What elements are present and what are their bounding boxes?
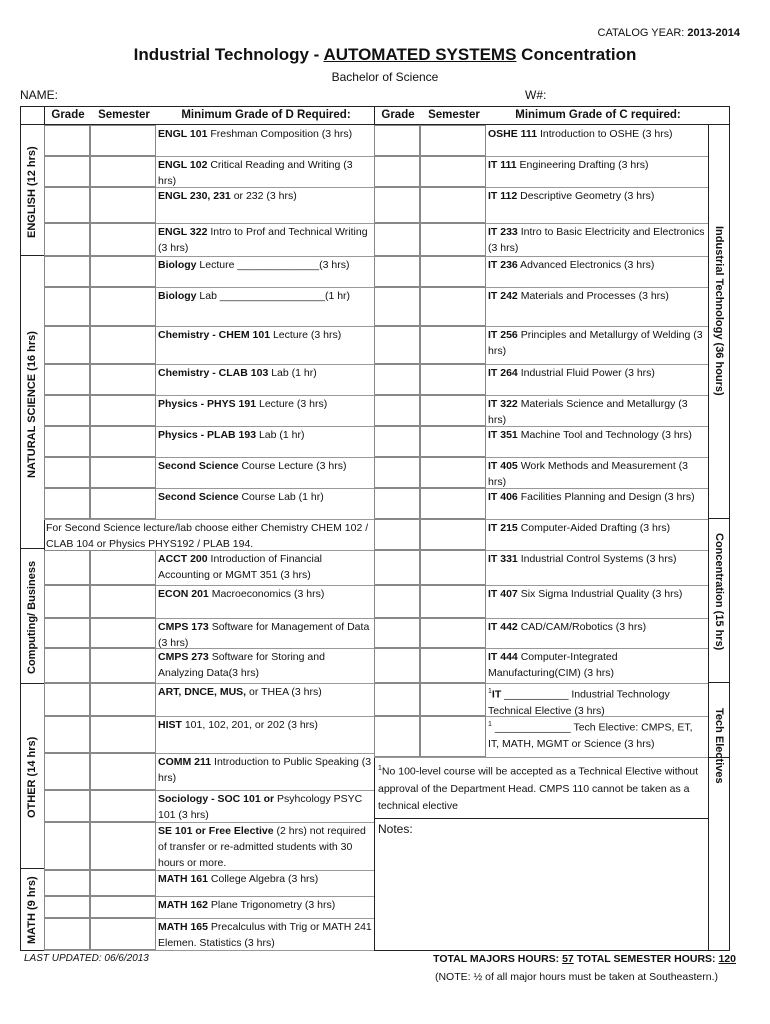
course-title: Macroeconomics (3 hrs) bbox=[208, 588, 325, 600]
right-semester-cell[interactable] bbox=[420, 395, 486, 426]
right-semester-cell[interactable] bbox=[420, 125, 486, 156]
course-title: Lab __________________(1 hr) bbox=[196, 290, 351, 302]
right-grade-cell[interactable] bbox=[374, 287, 420, 326]
right-course-5 bbox=[488, 288, 706, 304]
left-grade-cell[interactable] bbox=[44, 618, 90, 648]
left-grade-cell[interactable] bbox=[44, 585, 90, 618]
left-course-8 bbox=[158, 396, 372, 412]
left-grade-cell[interactable] bbox=[44, 790, 90, 822]
course-code: ENGL 322 bbox=[158, 226, 208, 238]
residency-note: (NOTE: ½ of all major hours must be taken at Southeastern.) bbox=[434, 971, 718, 983]
course-code: IT 351 bbox=[488, 429, 518, 441]
course-code: ACCT 200 bbox=[158, 553, 208, 565]
notes-area[interactable] bbox=[378, 822, 706, 948]
course-title: Software for Storing and Analyzing Data(3 hrs) bbox=[158, 651, 325, 679]
left-course-0 bbox=[158, 126, 372, 142]
course-code: OSHE 111 bbox=[488, 128, 538, 140]
course-code: Second Science bbox=[158, 491, 239, 503]
right-semester-cell[interactable] bbox=[420, 187, 486, 223]
course-code: IT 236 bbox=[488, 259, 518, 271]
course-title: Plane Trigonometry (3 hrs) bbox=[207, 899, 336, 911]
left-semester-cell[interactable] bbox=[90, 683, 156, 716]
course-title: Lecture (3 hrs) bbox=[270, 329, 342, 341]
notes-divider bbox=[374, 818, 708, 819]
course-title: Advanced Electronics (3 hrs) bbox=[517, 259, 655, 271]
left-grade-cell[interactable] bbox=[44, 488, 90, 519]
right-course-4 bbox=[488, 257, 706, 273]
course-code: MATH 162 bbox=[158, 899, 208, 911]
course-title: Lecture ______________(3 hrs) bbox=[196, 259, 350, 271]
right-grade-cell[interactable] bbox=[374, 187, 420, 223]
course-title: Materials and Processes (3 hrs) bbox=[517, 290, 669, 302]
degree: Bachelor of Science bbox=[331, 70, 439, 84]
left-semester-cell[interactable] bbox=[90, 648, 156, 683]
course-code: CMPS 273 bbox=[158, 651, 209, 663]
right-semester-cell[interactable] bbox=[420, 488, 486, 519]
left-grade-cell[interactable] bbox=[44, 550, 90, 585]
right-grade-cell[interactable] bbox=[374, 488, 420, 519]
left-course-11 bbox=[158, 489, 372, 505]
course-code: Physics - PLAB 193 bbox=[158, 429, 257, 441]
course-title: Lecture (3 hrs) bbox=[256, 398, 328, 410]
right-semester-cell[interactable] bbox=[420, 457, 486, 488]
sep-right-1 bbox=[708, 518, 730, 519]
course-code: IT 322 bbox=[488, 398, 518, 410]
left-semester-cell[interactable] bbox=[90, 918, 156, 950]
footnote bbox=[378, 760, 706, 815]
course-code: IT 331 bbox=[488, 553, 518, 565]
course-code: IT 405 bbox=[488, 460, 518, 472]
left-semester-cell[interactable] bbox=[90, 618, 156, 648]
left-grade-cell[interactable] bbox=[44, 287, 90, 326]
course-title: (2 hrs) not required of transfer or re-admitted students with 30 hours or more. bbox=[158, 825, 366, 869]
left-grade-cell[interactable] bbox=[44, 125, 90, 156]
course-code: IT 233 bbox=[488, 226, 518, 238]
left-course-15 bbox=[158, 619, 372, 651]
right-course-18 bbox=[488, 717, 706, 752]
course-title: 101, 102, 201, or 202 (3 hrs) bbox=[181, 719, 318, 731]
right-course-17 bbox=[488, 684, 706, 719]
left-grade-cell[interactable] bbox=[44, 457, 90, 488]
right-grade-cell[interactable] bbox=[374, 223, 420, 256]
left-grade-cell[interactable] bbox=[44, 326, 90, 364]
right-semester-cell[interactable] bbox=[420, 519, 486, 550]
left-course-21 bbox=[158, 823, 372, 871]
left-course-24 bbox=[158, 919, 372, 951]
course-title: Course Lab (1 hr) bbox=[238, 491, 324, 503]
course-code: IT 112 bbox=[488, 190, 518, 202]
left-semester-cell[interactable] bbox=[90, 326, 156, 364]
course-code: ENGL 230, 231 bbox=[158, 190, 231, 202]
left-semester-cell[interactable] bbox=[90, 790, 156, 822]
right-course-16 bbox=[488, 649, 706, 681]
course-code: HIST bbox=[158, 719, 182, 731]
left-course-14 bbox=[158, 586, 372, 602]
course-title: Freshman Composition (3 hrs) bbox=[207, 128, 353, 140]
right-course-13 bbox=[488, 551, 706, 567]
left-semester-cell[interactable] bbox=[90, 716, 156, 753]
right-course-12 bbox=[488, 520, 706, 536]
course-code: MATH 161 bbox=[158, 873, 208, 885]
course-code: SE 101 or Free Elective bbox=[158, 825, 274, 837]
course-title: Machine Tool and Technology (3 hrs) bbox=[517, 429, 692, 441]
notes-label: Notes: bbox=[378, 822, 413, 836]
title-prefix: Industrial Technology - bbox=[133, 45, 324, 64]
footnote-text: No 100-level course will be accepted as a Technical Elective without approval of the Department Head. CMPS 110 cannot be taken as a technical elective bbox=[378, 765, 699, 812]
left-semester-cell[interactable] bbox=[90, 870, 156, 896]
left-semester-cell[interactable] bbox=[90, 364, 156, 395]
section-tech-electives: Tech Electives bbox=[713, 708, 725, 784]
left-course-2 bbox=[158, 188, 372, 204]
course-code: IT 242 bbox=[488, 290, 518, 302]
right-grade-cell[interactable] bbox=[374, 457, 420, 488]
left-course-10 bbox=[158, 458, 372, 474]
right-grade-cell[interactable] bbox=[374, 156, 420, 187]
right-semester-cell[interactable] bbox=[420, 648, 486, 683]
row-divider bbox=[374, 757, 708, 758]
right-grade-cell[interactable] bbox=[374, 585, 420, 618]
catalog-year bbox=[598, 27, 740, 39]
left-course-5 bbox=[158, 288, 372, 304]
catalog-prefix: CATALOG YEAR: bbox=[597, 27, 685, 39]
right-semester-cell[interactable] bbox=[420, 585, 486, 618]
right-semester-cell[interactable] bbox=[420, 618, 486, 648]
left-semester-cell[interactable] bbox=[90, 395, 156, 426]
left-semester-cell[interactable] bbox=[90, 822, 156, 870]
major-hours-label: TOTAL MAJORS HOURS: bbox=[433, 953, 563, 965]
sep-right-2 bbox=[708, 682, 730, 683]
left-grade-cell[interactable] bbox=[44, 716, 90, 753]
right-semester-cell[interactable] bbox=[420, 550, 486, 585]
course-title: Materials Science and Metallurgy (3 hrs) bbox=[488, 398, 688, 426]
course-code: Biology bbox=[158, 290, 197, 302]
left-course-22 bbox=[158, 871, 372, 887]
right-semester-cell[interactable] bbox=[420, 156, 486, 187]
course-title: Introduction of Financial Accounting or MGMT 351 (3 hrs) bbox=[158, 553, 323, 581]
elective-footnote-marker: 1 bbox=[488, 688, 492, 695]
course-code: Chemistry - CHEM 101 bbox=[158, 329, 271, 341]
course-title: Principles and Metallurgy of Welding (3 hrs) bbox=[488, 329, 703, 357]
course-title: Course Lecture (3 hrs) bbox=[238, 460, 347, 472]
left-semester-cell[interactable] bbox=[90, 426, 156, 457]
left-course-23 bbox=[158, 897, 372, 913]
row-divider bbox=[44, 950, 374, 951]
course-title: CAD/CAM/Robotics (3 hrs) bbox=[517, 621, 647, 633]
left-grade-cell[interactable] bbox=[44, 648, 90, 683]
right-grade-cell[interactable] bbox=[374, 519, 420, 550]
section-other: OTHER (14 hrs) bbox=[26, 736, 38, 818]
left-grade-cell[interactable] bbox=[44, 395, 90, 426]
course-code: ENGL 102 bbox=[158, 159, 208, 171]
course-title: Lab (1 hr) bbox=[256, 429, 305, 441]
left-grade-cell[interactable] bbox=[44, 753, 90, 790]
course-code: IT 256 bbox=[488, 329, 518, 341]
section-concentration: Concentration (15 hrs) bbox=[713, 533, 725, 651]
left-course-17 bbox=[158, 684, 372, 700]
sep-left-2 bbox=[20, 548, 44, 549]
left-semester-cell[interactable] bbox=[90, 488, 156, 519]
right-semester-cell[interactable] bbox=[420, 683, 486, 716]
right-semester-cell[interactable] bbox=[420, 326, 486, 364]
course-title: Facilities Planning and Design (3 hrs) bbox=[517, 491, 695, 503]
course-code: IT 407 bbox=[488, 588, 518, 600]
sep-left-1 bbox=[20, 255, 44, 256]
course-title: Intro to Prof and Technical Writing (3 hrs) bbox=[158, 226, 368, 254]
course-title: Lab (1 hr) bbox=[268, 367, 317, 379]
course-code: IT 406 bbox=[488, 491, 518, 503]
course-title: _____________ Tech Elective: CMPS, ET, IT, MATH, MGMT or Science (3 hrs) bbox=[488, 721, 693, 750]
last-updated: LAST UPDATED: 06/6/2013 bbox=[24, 953, 149, 964]
left-course-20 bbox=[158, 791, 372, 823]
course-code: Chemistry - CLAB 103 bbox=[158, 367, 269, 379]
course-title: Industrial Control Systems (3 hrs) bbox=[517, 553, 677, 565]
right-course-9 bbox=[488, 427, 706, 443]
totals bbox=[433, 953, 736, 965]
left-semester-cell[interactable] bbox=[90, 896, 156, 918]
semester-header-right: Semester bbox=[428, 109, 480, 121]
section-english: ENGLISH (12 hrs) bbox=[26, 146, 38, 238]
course-code: IT 111 bbox=[488, 159, 517, 171]
right-course-1 bbox=[488, 157, 706, 173]
left-semester-cell[interactable] bbox=[90, 585, 156, 618]
left-grade-cell[interactable] bbox=[44, 223, 90, 256]
left-semester-cell[interactable] bbox=[90, 550, 156, 585]
course-code: CMPS 173 bbox=[158, 621, 209, 633]
course-title: or THEA (3 hrs) bbox=[246, 686, 322, 698]
left-course-1 bbox=[158, 157, 372, 189]
sep-left-3 bbox=[20, 683, 44, 684]
page-title bbox=[0, 45, 770, 65]
course-code: COMM 211 bbox=[158, 756, 212, 768]
w-number-label: W#: bbox=[525, 88, 547, 102]
section-natural-science: NATURAL SCIENCE (16 hrs) bbox=[26, 331, 38, 478]
left-semester-cell[interactable] bbox=[90, 125, 156, 156]
course-title: Intro to Basic Electricity and Electronics (3 hrs) bbox=[488, 226, 705, 254]
right-column-title: Minimum Grade of C required: bbox=[515, 109, 681, 121]
right-grade-cell[interactable] bbox=[374, 125, 420, 156]
semester-header-left: Semester bbox=[98, 109, 150, 121]
major-hours-value: 57 bbox=[562, 953, 574, 965]
course-title: Critical Reading and Writing (3 hrs) bbox=[158, 159, 353, 187]
right-course-15 bbox=[488, 619, 706, 635]
course-title: or 232 (3 hrs) bbox=[230, 190, 297, 202]
title-suffix: Concentration bbox=[516, 45, 637, 64]
course-code: Sociology - SOC 101 or bbox=[158, 793, 275, 805]
course-code: Second Science bbox=[158, 460, 239, 472]
course-title: Precalculus with Trig or MATH 241 Elemen. Statistics (3 hrs) bbox=[158, 921, 372, 949]
course-title: Computer-Integrated Manufacturing(CIM) (3 hrs) bbox=[488, 651, 618, 679]
left-grade-cell[interactable] bbox=[44, 156, 90, 187]
right-course-14 bbox=[488, 586, 706, 602]
course-title: Descriptive Geometry (3 hrs) bbox=[517, 190, 655, 202]
left-course-12 bbox=[46, 520, 374, 552]
left-grade-cell[interactable] bbox=[44, 426, 90, 457]
right-grade-cell[interactable] bbox=[374, 395, 420, 426]
right-grade-cell[interactable] bbox=[374, 326, 420, 364]
right-grade-cell[interactable] bbox=[374, 618, 420, 648]
sep-right-3 bbox=[708, 757, 730, 758]
course-code: ECON 201 bbox=[158, 588, 209, 600]
left-semester-cell[interactable] bbox=[90, 187, 156, 223]
right-grade-cell[interactable] bbox=[374, 550, 420, 585]
semester-hours-label: TOTAL SEMESTER HOURS: bbox=[573, 953, 719, 965]
course-title: Introduction to OSHE (3 hrs) bbox=[537, 128, 673, 140]
left-course-9 bbox=[158, 427, 372, 443]
left-grade-cell[interactable] bbox=[44, 364, 90, 395]
course-code: Biology bbox=[158, 259, 197, 271]
right-grade-cell[interactable] bbox=[374, 683, 420, 716]
right-semester-cell[interactable] bbox=[420, 364, 486, 395]
course-code: IT bbox=[491, 688, 502, 701]
left-course-7 bbox=[158, 365, 372, 381]
right-course-2 bbox=[488, 188, 706, 204]
grade-header-left: Grade bbox=[51, 109, 85, 121]
right-semester-cell[interactable] bbox=[420, 256, 486, 287]
left-grade-cell[interactable] bbox=[44, 683, 90, 716]
right-course-6 bbox=[488, 327, 706, 359]
right-course-3 bbox=[488, 224, 706, 256]
course-title: For Second Science lecture/lab choose either Chemistry CHEM 102 / CLAB 104 or Physics PHYS192 / PLAB 194. bbox=[46, 522, 369, 550]
left-course-13 bbox=[158, 551, 372, 583]
section-computing-business: Computing/ Business bbox=[26, 560, 38, 674]
left-semester-cell[interactable] bbox=[90, 287, 156, 326]
right-grade-cell[interactable] bbox=[374, 364, 420, 395]
left-semester-cell[interactable] bbox=[90, 256, 156, 287]
left-grade-cell[interactable] bbox=[44, 870, 90, 896]
right-course-11 bbox=[488, 489, 706, 505]
left-course-4 bbox=[158, 257, 372, 273]
footnote-marker: 1 bbox=[378, 765, 382, 772]
course-title: Software for Management of Data (3 hrs) bbox=[158, 621, 370, 649]
left-course-6 bbox=[158, 327, 372, 343]
course-title: Computer-Aided Drafting (3 hrs) bbox=[517, 522, 671, 534]
section-industrial-technology: Industrial Technology (36 hours) bbox=[713, 226, 725, 396]
right-course-7 bbox=[488, 365, 706, 381]
right-grade-cell[interactable] bbox=[374, 716, 420, 757]
right-semester-cell[interactable] bbox=[420, 287, 486, 326]
right-semester-cell[interactable] bbox=[420, 426, 486, 457]
name-label: NAME: bbox=[20, 88, 59, 102]
left-course-19 bbox=[158, 754, 372, 786]
left-semester-cell[interactable] bbox=[90, 223, 156, 256]
course-code: IT 442 bbox=[488, 621, 518, 633]
course-code: MATH 165 bbox=[158, 921, 208, 933]
grade-header-right: Grade bbox=[381, 109, 415, 121]
title-underlined: AUTOMATED SYSTEMS bbox=[323, 45, 517, 64]
right-course-10 bbox=[488, 458, 706, 490]
right-grade-cell[interactable] bbox=[374, 256, 420, 287]
left-grade-cell[interactable] bbox=[44, 256, 90, 287]
course-title: ___________ Industrial Technology Technical Elective (3 hrs) bbox=[488, 688, 670, 717]
left-semester-cell[interactable] bbox=[90, 457, 156, 488]
course-code: IT 444 bbox=[488, 651, 518, 663]
left-grade-cell[interactable] bbox=[44, 896, 90, 918]
left-grade-cell[interactable] bbox=[44, 187, 90, 223]
course-code: Physics - PHYS 191 bbox=[158, 398, 257, 410]
course-code: IT 264 bbox=[488, 367, 518, 379]
right-semester-cell[interactable] bbox=[420, 223, 486, 256]
section-math: MATH (9 hrs) bbox=[26, 876, 38, 944]
left-course-16 bbox=[158, 649, 372, 681]
course-title: Introduction to Public Speaking (3 hrs) bbox=[158, 756, 372, 784]
semester-hours-value: 120 bbox=[718, 953, 736, 965]
left-semester-cell[interactable] bbox=[90, 753, 156, 790]
course-title: Work Methods and Measurement (3 hrs) bbox=[488, 460, 688, 488]
left-course-18 bbox=[158, 717, 372, 733]
course-code: IT 215 bbox=[488, 522, 518, 534]
right-strip-divider bbox=[708, 124, 709, 951]
course-title: College Algebra (3 hrs) bbox=[207, 873, 319, 885]
elective-footnote-marker: 1 bbox=[488, 721, 492, 728]
right-course-8 bbox=[488, 396, 706, 428]
right-semester-cell[interactable] bbox=[420, 716, 486, 757]
sep-left-4 bbox=[20, 868, 44, 869]
course-title: Six Sigma Industrial Quality (3 hrs) bbox=[517, 588, 683, 600]
left-grade-cell[interactable] bbox=[44, 822, 90, 870]
left-semester-cell[interactable] bbox=[90, 156, 156, 187]
left-column-title: Minimum Grade of D Required: bbox=[181, 109, 351, 121]
course-title: Engineering Drafting (3 hrs) bbox=[516, 159, 649, 171]
course-title: Industrial Fluid Power (3 hrs) bbox=[517, 367, 655, 379]
course-code: ART, DNCE, MUS, bbox=[158, 686, 247, 698]
right-grade-cell[interactable] bbox=[374, 426, 420, 457]
course-title: Psyhcology PSYC 101 (3 hrs) bbox=[158, 793, 363, 821]
course-code: ENGL 101 bbox=[158, 128, 208, 140]
right-grade-cell[interactable] bbox=[374, 648, 420, 683]
right-course-0 bbox=[488, 126, 706, 142]
catalog-year-value: 2013-2014 bbox=[687, 27, 740, 39]
left-grade-cell[interactable] bbox=[44, 918, 90, 950]
left-course-3 bbox=[158, 224, 372, 256]
